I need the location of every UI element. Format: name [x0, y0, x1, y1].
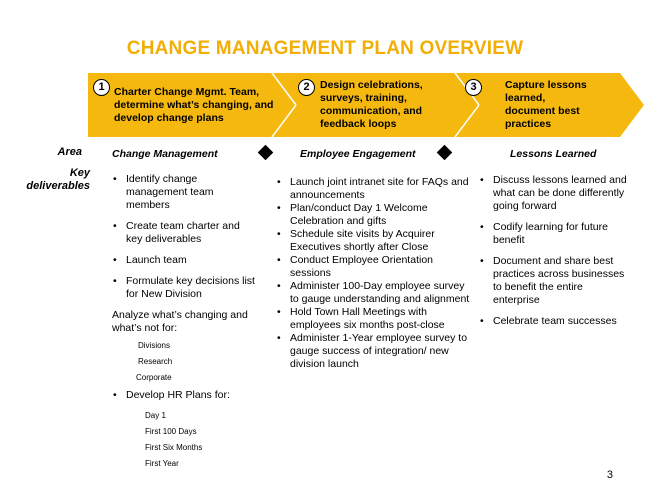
analyze-item: Research: [138, 357, 173, 366]
list-item: • Celebrate team successes: [479, 315, 629, 328]
step-2-text: Design celebrations, surveys, training, communication, and feedback loops: [320, 79, 423, 130]
step-2-number: 2: [298, 79, 315, 96]
hr-item: Day 1: [145, 411, 166, 420]
key-deliverables-label: Key deliverables: [26, 167, 90, 192]
employee-engagement-deliverables: [276, 176, 472, 371]
list-item: • Administer 1-Year employee survey to gauge success of integration/ new division launch: [276, 332, 472, 371]
list-item: • Hold Town Hall Meetings with employees six months post-close: [276, 306, 472, 332]
step-1-text: Charter Change Mgmt. Team, determine what’s changing, and develop change plans: [114, 86, 274, 124]
list-item: • Launch team: [112, 254, 257, 267]
hr-item: First 100 Days: [145, 427, 197, 436]
page-title: CHANGE MANAGEMENT PLAN OVERVIEW: [126, 38, 524, 59]
list-item: • Launch joint intranet site for FAQs and announcements: [276, 176, 472, 202]
list-item: • Schedule site visits by Acquirer Executives shortly after Close: [276, 228, 472, 254]
area-employee-engagement: Employee Engagement: [300, 148, 416, 160]
hr-item: First Year: [145, 459, 179, 468]
list-item: • Plan/conduct Day 1 Welcome Celebration and gifts: [276, 202, 472, 228]
area-change-management: Change Management: [112, 148, 218, 160]
hr-item: First Six Months: [145, 443, 203, 452]
list-item: • Formulate key decisions list for New Division: [112, 275, 257, 301]
list-item: • Create team charter and key deliverables: [112, 220, 257, 246]
analyze-item: Divisions: [138, 341, 171, 350]
list-item: • Conduct Employee Orientation sessions: [276, 254, 472, 280]
list-item: • Identify change management team members: [112, 173, 257, 212]
list-item: • Develop HR Plans for:: [112, 389, 257, 402]
list-item: • Discuss lessons learned and what can be done differently going forward: [479, 174, 629, 213]
list-item: • Codify learning for future benefit: [479, 221, 629, 247]
change-management-deliverables: [112, 173, 257, 472]
area-label: Area: [57, 146, 82, 158]
analyze-item: Corporate: [136, 373, 172, 382]
list-item: • Document and share best practices across businesses to benefit the entire enterprise: [479, 255, 629, 307]
analyze-heading: Analyze what’s changing and what’s not for:: [112, 309, 248, 334]
lessons-learned-deliverables: [479, 174, 629, 328]
page-number: 3: [606, 469, 613, 481]
step-3-number: 3: [465, 79, 482, 96]
step-1-number: 1: [93, 79, 110, 96]
list-item: • Administer 100-Day employee survey to gauge understanding and alignment: [276, 280, 472, 306]
step-3-text: Capture lessons learned, document best practices: [505, 79, 587, 130]
area-lessons-learned: Lessons Learned: [510, 148, 597, 160]
